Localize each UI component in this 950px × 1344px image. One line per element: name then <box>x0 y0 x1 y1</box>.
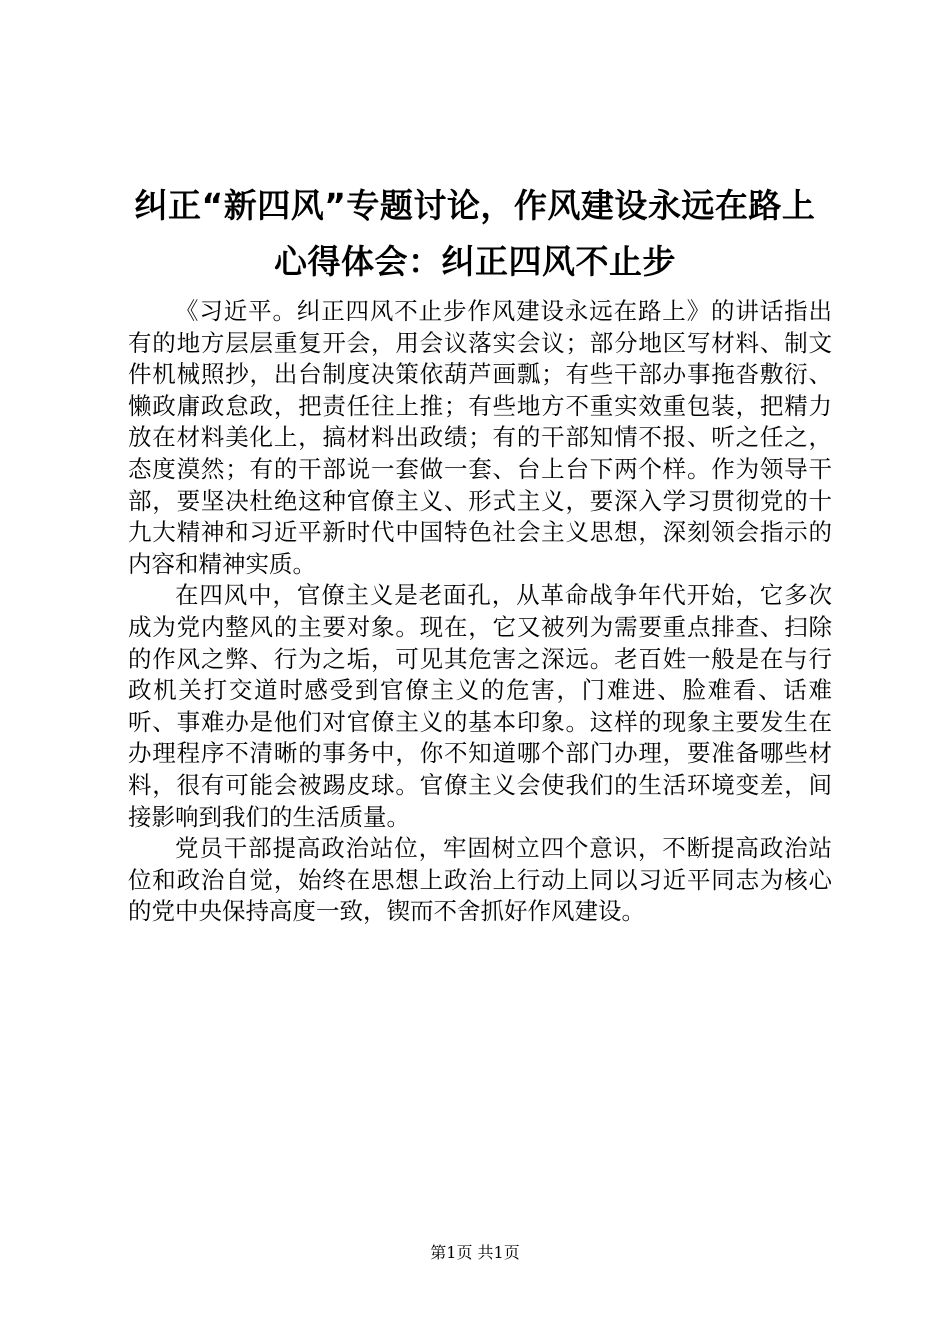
page-footer: 第1页 共1页 <box>430 1243 520 1262</box>
document-title: 纠正“新四风”专题讨论，作风建设永远在路上心得体会：纠正四风不止步 <box>134 186 816 281</box>
document-body <box>128 296 832 928</box>
paragraph: 在四风中，官僚主义是老面孔，从革命战争年代开始，它多次成为党内整风的主要对象。现在，它又被列为需要重点排查、扫除的作风之弊、行为之垢，可见其危害之深远。老百姓一般是在与行政机关打交道时感受到官僚主义的危害，门难进、脸难看、话难听、事难办是他们对官僚主义的基本印象。这样的现象主要发生在办理程序不清晰的事务中，你不知道哪个部门办理，要准备哪些材料，很有可能会被踢皮球。官僚主义会使我们的生活环境变差，间接影响到我们的生活质量。 <box>128 581 832 831</box>
paragraph: 《习近平。纠正四风不止步作风建设永远在路上》的讲话指出有的地方层层重复开会，用会议落实会议；部分地区写材料、制文件机械照抄，出台制度决策依葫芦画瓢；有些干部办事拖沓敷衍、懒政庸政怠政，把责任往上推；有些地方不重实效重包装，把精力放在材料美化上，搞材料出政绩；有的干部知情不报、听之任之，态度漠然；有的干部说一套做一套、台上台下两个样。作为领导干部，要坚决杜绝这种官僚主义、形式主义，要深入学习贯彻党的十九大精神和习近平新时代中国特色社会主义思想，深刻领会指示的内容和精神实质。 <box>128 297 832 578</box>
paragraph: 党员干部提高政治站位，牢固树立四个意识，不断提高政治站位和政治自觉，始终在思想上政治上行动上同以习近平同志为核心的党中央保持高度一致，锲而不舍抓好作风建设。 <box>128 834 832 926</box>
